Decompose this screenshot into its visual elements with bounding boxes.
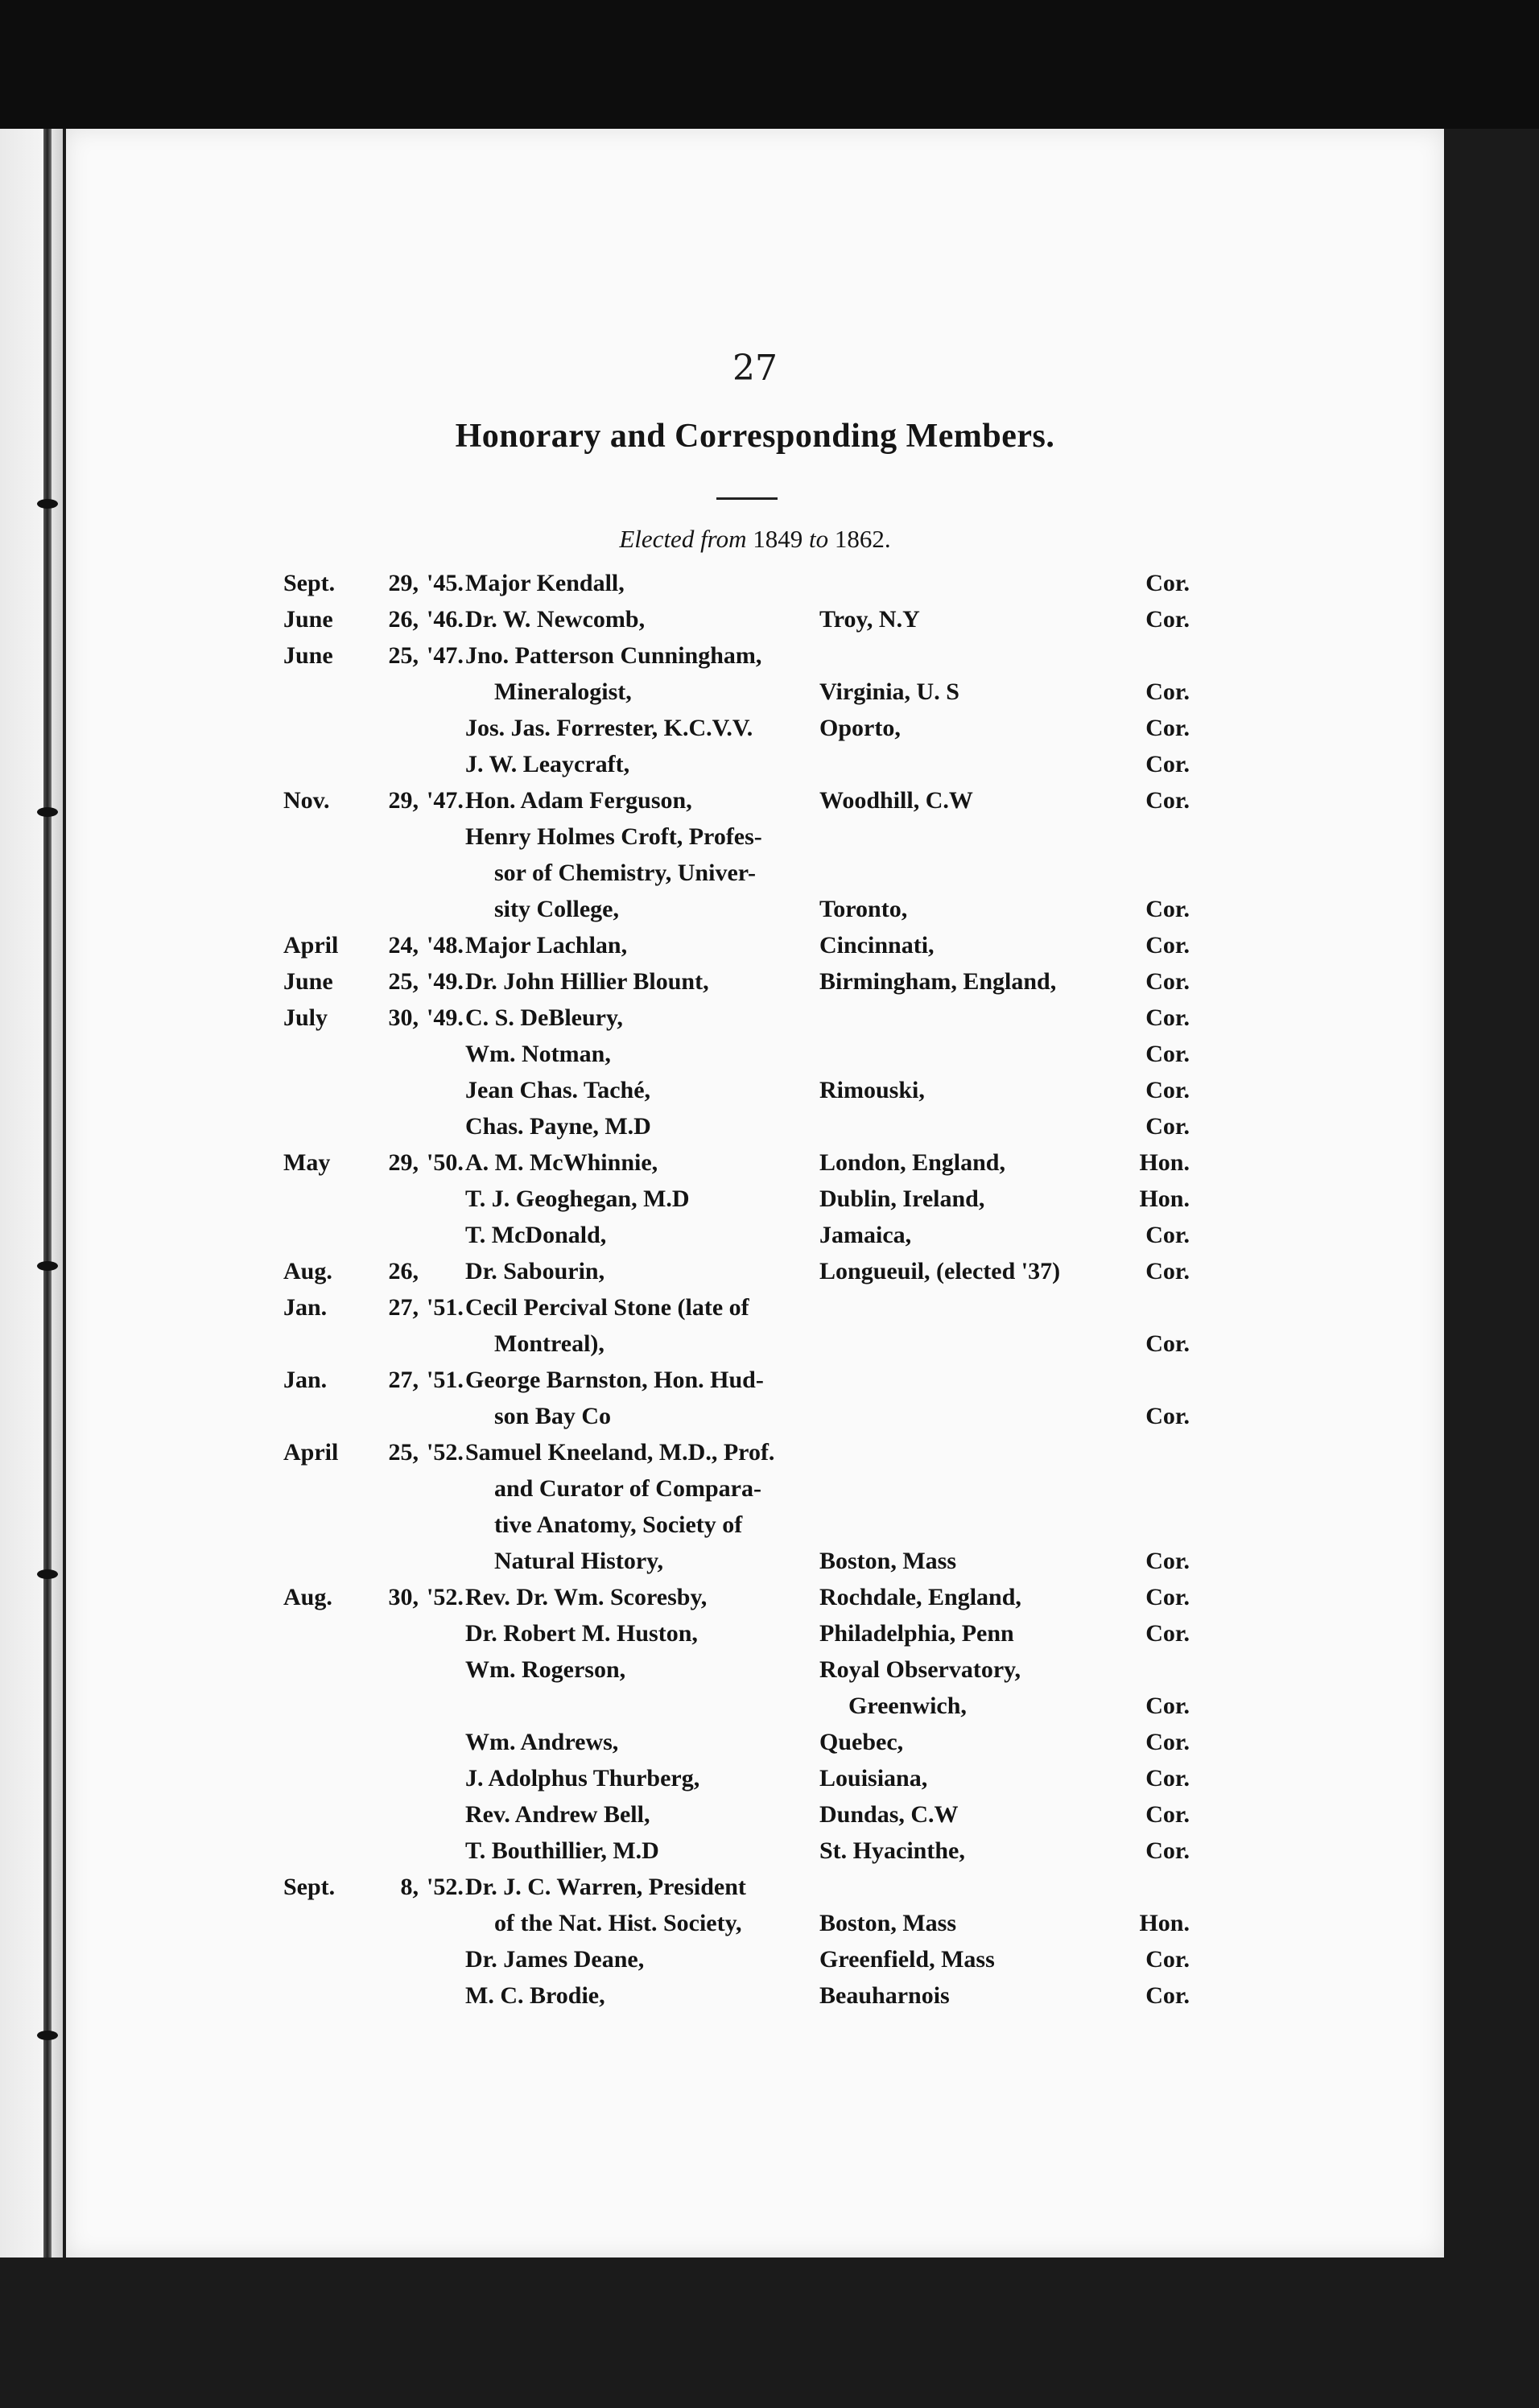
entry-class: Hon.: [1139, 1149, 1190, 1176]
entry-place: Birmingham, England,: [819, 968, 1057, 995]
entry-month: Aug.: [283, 1584, 332, 1610]
entry-month: June: [283, 642, 333, 669]
entry-name: sity College,: [494, 896, 619, 922]
entry-place: Toronto,: [819, 896, 908, 922]
page-heading: Honorary and Corresponding Members.: [455, 418, 1055, 455]
entry-class: Cor.: [1145, 1693, 1190, 1719]
entry-class: Cor.: [1145, 1041, 1190, 1067]
member-entry: [283, 1651, 1273, 1688]
member-entry: [283, 818, 1273, 855]
member-entry: [283, 1144, 1273, 1181]
entry-class: Hon.: [1139, 1185, 1190, 1212]
member-entry: [283, 1000, 1273, 1036]
entry-name: Natural History,: [494, 1548, 663, 1574]
entry-day: 29,: [388, 570, 419, 596]
entry-name: Dr. Robert M. Huston,: [465, 1620, 698, 1647]
entry-place: Oporto,: [819, 715, 901, 741]
entry-name: Rev. Dr. Wm. Scoresby,: [465, 1584, 708, 1610]
member-entry: [283, 1434, 1273, 1470]
member-entry: [283, 1470, 1273, 1507]
member-entry: [283, 1398, 1273, 1434]
entry-class: Cor.: [1145, 968, 1190, 995]
entry-name: A. M. McWhinnie,: [465, 1149, 658, 1176]
entry-month: April: [283, 1439, 339, 1466]
entry-class: Cor.: [1145, 1982, 1190, 2009]
entry-name: Wm. Rogerson,: [465, 1656, 626, 1683]
entry-class: Cor.: [1145, 1077, 1190, 1103]
member-entry: [283, 891, 1273, 927]
entry-name: of the Nat. Hist. Society,: [494, 1910, 742, 1936]
member-entry: [283, 1941, 1273, 1977]
entry-year: '49.: [427, 968, 464, 995]
entry-day: 29,: [388, 787, 419, 814]
entry-year: '47.: [427, 642, 464, 669]
entry-place: Dublin, Ireland,: [819, 1185, 985, 1212]
binding-stitch: [37, 499, 58, 509]
entry-month: Sept.: [283, 1874, 336, 1900]
member-entry: [283, 1724, 1273, 1760]
entry-name: son Bay Co: [494, 1403, 612, 1429]
entry-place: London, England,: [819, 1149, 1005, 1176]
document-page: [66, 129, 1444, 2258]
entry-name: Major Kendall,: [465, 570, 625, 596]
subheading: [66, 525, 1444, 554]
entry-year: '51.: [427, 1294, 464, 1321]
entry-name: Jno. Patterson Cunningham,: [465, 642, 762, 669]
entry-class: Cor.: [1145, 1113, 1190, 1140]
entry-class: Cor.: [1145, 1403, 1190, 1429]
entry-name: T. J. Geoghegan, M.D: [465, 1185, 690, 1212]
entry-month: Nov.: [283, 787, 330, 814]
entry-name: Hon. Adam Ferguson,: [465, 787, 692, 814]
member-entry: [283, 1217, 1273, 1253]
entry-year: '45.: [427, 570, 464, 596]
entry-class: Cor.: [1145, 1620, 1190, 1647]
entry-day: 26,: [388, 606, 419, 633]
member-entry: [283, 1796, 1273, 1833]
entry-class: Cor.: [1145, 1946, 1190, 1973]
entry-place: Greenwich,: [848, 1693, 967, 1719]
entry-month: June: [283, 968, 333, 995]
entry-class: Cor.: [1145, 787, 1190, 814]
entry-name: Dr. Sabourin,: [465, 1258, 605, 1284]
entry-place: Royal Observatory,: [819, 1656, 1021, 1683]
member-entry: [283, 1977, 1273, 2014]
entry-name: Chas. Payne, M.D: [465, 1113, 651, 1140]
entry-class: Cor.: [1145, 896, 1190, 922]
entry-day: 25,: [388, 642, 419, 669]
entry-name: Dr. J. C. Warren, President: [465, 1874, 746, 1900]
scan-background: [0, 0, 1539, 129]
entry-class: Cor.: [1145, 1584, 1190, 1610]
entry-name: Dr. John Hillier Blount,: [465, 968, 709, 995]
entry-name: Jos. Jas. Forrester, K.C.V.V.: [465, 715, 753, 741]
entry-place: Rochdale, England,: [819, 1584, 1021, 1610]
member-entry: [283, 927, 1273, 963]
entry-day: 27,: [388, 1294, 419, 1321]
entry-month: April: [283, 932, 339, 959]
entry-class: Cor.: [1145, 932, 1190, 959]
entry-name: Montreal),: [494, 1330, 604, 1357]
member-entry: [283, 855, 1273, 891]
entry-day: 30,: [388, 1584, 419, 1610]
member-entry: [283, 1181, 1273, 1217]
member-entry: [283, 782, 1273, 818]
entry-name: T. McDonald,: [465, 1222, 607, 1248]
entry-name: sor of Chemistry, Univer-: [494, 860, 756, 886]
member-entry: [283, 1108, 1273, 1144]
entry-class: Cor.: [1145, 606, 1190, 633]
entry-class: Cor.: [1145, 715, 1190, 741]
member-entry: [283, 674, 1273, 710]
entry-place: Beauharnois: [819, 1982, 950, 2009]
entry-class: Cor.: [1145, 1801, 1190, 1828]
entry-month: Jan.: [283, 1367, 328, 1393]
member-entry: [283, 1615, 1273, 1651]
subheading-to: to: [808, 525, 829, 553]
entry-year: '49.: [427, 1004, 464, 1031]
entry-year: '52.: [427, 1874, 464, 1900]
entry-year: '47.: [427, 787, 464, 814]
entry-day: 27,: [388, 1367, 419, 1393]
entry-month: July: [283, 1004, 328, 1031]
member-entry: [283, 1253, 1273, 1289]
entry-name: T. Bouthillier, M.D: [465, 1837, 659, 1864]
member-entry: [283, 1543, 1273, 1579]
entry-name: Dr. James Deane,: [465, 1946, 645, 1973]
member-entry: [283, 1036, 1273, 1072]
subheading-elected: Elected from: [619, 525, 747, 553]
entry-name: C. S. DeBleury,: [465, 1004, 623, 1031]
entry-place: Boston, Mass: [819, 1548, 957, 1574]
heading-rule: [716, 497, 778, 500]
book-binding: [43, 129, 52, 2258]
subheading-start-year: 1849: [753, 525, 803, 553]
entry-month: Aug.: [283, 1258, 332, 1284]
entry-day: 25,: [388, 968, 419, 995]
entry-month: June: [283, 606, 333, 633]
member-entry: [283, 1905, 1273, 1941]
entry-day: 8,: [400, 1874, 419, 1900]
member-entry: [283, 565, 1273, 601]
page-number: 27: [732, 348, 778, 389]
member-entry: [283, 746, 1273, 782]
member-entry: [283, 1833, 1273, 1869]
subheading-end-year: 1862.: [834, 525, 891, 553]
entry-class: Cor.: [1145, 1837, 1190, 1864]
entry-place: Quebec,: [819, 1729, 904, 1755]
entry-name: tive Anatomy, Society of: [494, 1511, 743, 1538]
entry-day: 30,: [388, 1004, 419, 1031]
entry-day: 29,: [388, 1149, 419, 1176]
member-entry: [283, 1362, 1273, 1398]
member-entry: [283, 1072, 1273, 1108]
entry-name: Henry Holmes Croft, Profes-: [465, 823, 762, 850]
entry-month: Jan.: [283, 1294, 328, 1321]
binding-stitch: [37, 1569, 58, 1579]
entry-name: M. C. Brodie,: [465, 1982, 605, 2009]
entry-year: '46.: [427, 606, 464, 633]
member-entry: [283, 963, 1273, 1000]
entry-month: Sept.: [283, 570, 336, 596]
entry-place: Jamaica,: [819, 1222, 912, 1248]
entry-name: Wm. Andrews,: [465, 1729, 619, 1755]
entry-class: Cor.: [1145, 1004, 1190, 1031]
entry-place: Rimouski,: [819, 1077, 925, 1103]
entry-place: Greenfield, Mass: [819, 1946, 995, 1973]
entry-name: Wm. Notman,: [465, 1041, 611, 1067]
entry-name: J. W. Leaycraft,: [465, 751, 630, 777]
entry-place: Virginia, U. S: [819, 678, 959, 705]
entry-place: Dundas, C.W: [819, 1801, 959, 1828]
entry-class: Cor.: [1145, 1765, 1190, 1792]
member-entry: [283, 710, 1273, 746]
entry-place: Philadelphia, Penn: [819, 1620, 1014, 1647]
member-entry: [283, 1507, 1273, 1543]
member-entry: [283, 637, 1273, 674]
facing-page-edge: [0, 129, 63, 2258]
member-entry: [283, 1326, 1273, 1362]
entry-place: Boston, Mass: [819, 1910, 957, 1936]
binding-stitch: [37, 1261, 58, 1271]
entry-name: Major Lachlan,: [465, 932, 628, 959]
entry-class: Cor.: [1145, 1258, 1190, 1284]
member-entry: [283, 1688, 1273, 1724]
entry-class: Cor.: [1145, 1729, 1190, 1755]
member-entry: [283, 1289, 1273, 1326]
entry-class: Cor.: [1145, 1548, 1190, 1574]
entry-class: Cor.: [1145, 1330, 1190, 1357]
entry-name: Rev. Andrew Bell,: [465, 1801, 650, 1828]
entry-class: Cor.: [1145, 1222, 1190, 1248]
entry-name: Cecil Percival Stone (late of: [465, 1294, 749, 1321]
entry-name: Jean Chas. Taché,: [465, 1077, 651, 1103]
entry-name: Samuel Kneeland, M.D., Prof.: [465, 1439, 775, 1466]
entry-name: and Curator of Compara-: [494, 1475, 761, 1502]
entry-class: Cor.: [1145, 570, 1190, 596]
entry-place: Cincinnati,: [819, 932, 935, 959]
entry-year: '50.: [427, 1149, 464, 1176]
entry-name: Dr. W. Newcomb,: [465, 606, 646, 633]
entry-class: Hon.: [1139, 1910, 1190, 1936]
entry-year: '52.: [427, 1439, 464, 1466]
entry-place: Louisiana,: [819, 1765, 928, 1792]
entry-place: Troy, N.Y: [819, 606, 920, 633]
entry-class: Cor.: [1145, 678, 1190, 705]
entry-name: George Barnston, Hon. Hud-: [465, 1367, 764, 1393]
entry-class: Cor.: [1145, 751, 1190, 777]
entry-name: Mineralogist,: [494, 678, 632, 705]
member-entry: [283, 1579, 1273, 1615]
member-entry: [283, 1869, 1273, 1905]
member-entry: [283, 601, 1273, 637]
members-list: [283, 565, 1273, 2014]
entry-place: St. Hyacinthe,: [819, 1837, 965, 1864]
entry-day: 26,: [388, 1258, 419, 1284]
member-entry: [283, 1760, 1273, 1796]
entry-day: 25,: [388, 1439, 419, 1466]
entry-place: Longueuil, (elected '37): [819, 1258, 1061, 1284]
entry-name: J. Adolphus Thurberg,: [465, 1765, 700, 1792]
binding-stitch: [37, 807, 58, 817]
entry-year: '48.: [427, 932, 464, 959]
entry-place: Woodhill, C.W: [819, 787, 973, 814]
entry-year: '52.: [427, 1584, 464, 1610]
entry-day: 24,: [388, 932, 419, 959]
binding-stitch: [37, 2031, 58, 2040]
entry-month: May: [283, 1149, 331, 1176]
entry-year: '51.: [427, 1367, 464, 1393]
